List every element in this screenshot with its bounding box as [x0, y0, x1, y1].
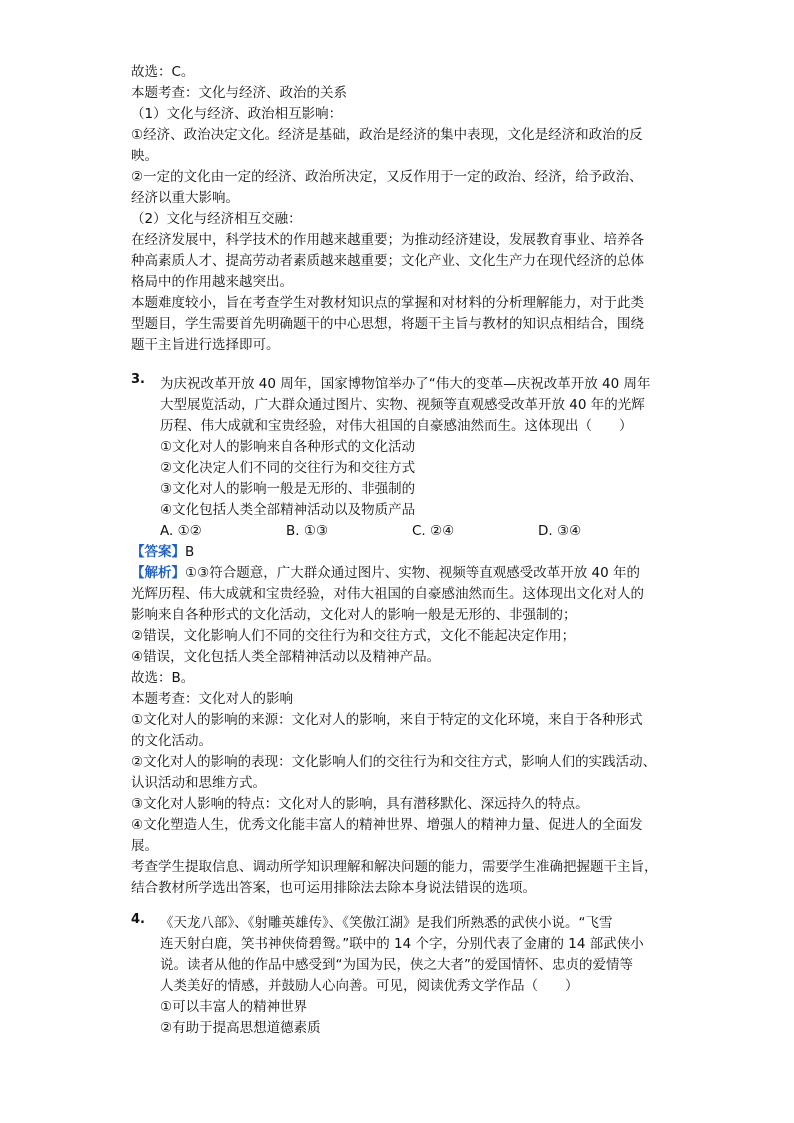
text-line: 在经济发展中，科学技术的作用越来越重要；为推动经济建设，发展教育事业、培养各 — [131, 232, 644, 248]
text-line: 结合教材所学选出答案，也可运用排除法去除本身说法错误的选项。 — [131, 880, 536, 896]
question-number: 3. — [131, 372, 145, 387]
text-line: （1）文化与经济、政治相互影响： — [131, 106, 343, 122]
statement: ④文化包括人类全部精神活动以及物质产品 — [160, 502, 416, 518]
text-line: ④错误，文化包括人类全部精神活动以及精神产品。 — [131, 649, 441, 665]
statement: ①文化对人的影响来自各种形式的文化活动 — [160, 439, 416, 455]
text-line: 故选：B。 — [131, 670, 195, 686]
question-stem-line: 历程、伟大成就和宝贵经验，对伟大祖国的自豪感油然而生。这体现出（ ） — [160, 418, 633, 434]
question-stem-line: 连天射白鹿，笑书神侠倚碧鸳。”联中的 14 个字，分别代表了金庸的 14 部武侠小 — [160, 936, 644, 952]
text-line: 种高素质人才、提高劳动者素质越来越重要；文化产业、文化生产力在现代经济的总体 — [131, 253, 644, 269]
analysis-text: ①③符合题意，广大群众通过图片、实物、视频等直观感受改革开放 40 年的 — [185, 565, 640, 581]
statement: ②文化决定人们不同的交往行为和交往方式 — [160, 460, 416, 476]
statement: ③文化对人的影响一般是无形的、非强制的 — [160, 481, 416, 497]
question-stem-line: 说。读者从他的作品中感受到“为国为民，侠之大者”的爱国情怀、忠贞的爱情等 — [160, 957, 633, 973]
text-line: ①文化对人的影响的来源：文化对人的影响，来自于特定的文化环境，来自于各种形式 — [131, 712, 643, 728]
answer-value: B — [185, 544, 195, 560]
text-line: 本题考查：文化与经济、政治的关系 — [131, 85, 347, 101]
statement: ②有助于提高思想道德素质 — [160, 1020, 321, 1036]
text-line: （2）文化与经济相互交融： — [131, 211, 302, 227]
text-line: ①经济、政治决定文化。经济是基础，政治是经济的集中表现，文化是经济和政治的反 — [131, 127, 643, 143]
analysis-line — [131, 563, 640, 583]
text-line: ④文化塑造人生，优秀文化能丰富人的精神世界、增强人的精神力量、促进人的全面发 — [131, 817, 643, 833]
option-b: B. ①③ — [286, 523, 329, 539]
question-stem-line: 为庆祝改革开放 40 周年，国家博物馆举办了“伟大的变革—庆祝改革开放 40 周年 — [160, 376, 651, 392]
answer-label: 【答案】 — [131, 544, 185, 560]
text-line: 经济以重大影响。 — [131, 190, 239, 206]
text-line: ②错误，文化影响人们不同的交往行为和交往方式，文化不能起决定作用； — [131, 628, 576, 644]
text-line: 的文化活动。 — [131, 733, 212, 749]
text-line: ③文化对人影响的特点：文化对人的影响，具有潜移默化、深远持久的特点。 — [131, 796, 589, 812]
statement: ①可以丰富人的精神世界 — [160, 999, 308, 1015]
option-d: D. ③④ — [538, 523, 582, 539]
analysis-label: 【解析】 — [131, 565, 185, 581]
text-line: ②文化对人的影响的表现：文化影响人们的交往行为和交往方式，影响人们的实践活动、 — [131, 754, 657, 770]
text-line: 本题考查：文化对人的影响 — [131, 691, 293, 707]
question-number: 4. — [131, 912, 145, 927]
question-stem-line: 大型展览活动，广大群众通过图片、实物、视频等直观感受改革开放 40 年的光辉 — [160, 397, 645, 413]
text-line: 题干主旨进行选择即可。 — [131, 337, 280, 353]
text-line: 型题目，学生需要首先明确题干的中心思想，将题干主旨与教材的知识点相结合，围绕 — [131, 316, 644, 332]
text-line: 认识活动和思维方式。 — [131, 775, 266, 791]
text-line: 格局中的作用越来越突出。 — [131, 274, 293, 290]
option-a: A. ①② — [160, 523, 202, 539]
text-line: 展。 — [131, 838, 158, 854]
question-stem-line: 人类美好的情感，并鼓励人心向善。可见，阅读优秀文学作品（ ） — [160, 978, 579, 994]
text-line: 故选：C。 — [131, 64, 195, 80]
text-line: 考查学生提取信息、调动所学知识理解和解决问题的能力，需要学生准确把握题干主旨， — [131, 859, 658, 875]
option-c: C. ②④ — [412, 523, 455, 539]
answer-line — [131, 542, 194, 562]
text-line: 影响来自各种形式的文化活动，文化对人的影响一般是无形的、非强制的； — [131, 607, 577, 623]
text-line: 本题难度较小，旨在考查学生对教材知识点的掌握和对材料的分析理解能力，对于此类 — [131, 295, 644, 311]
text-line: 映。 — [131, 148, 158, 164]
text-line: 光辉历程、伟大成就和宝贵经验，对伟大祖国的自豪感油然而生。这体现出文化对人的 — [131, 586, 644, 602]
text-line: ②一定的文化由一定的经济、政治所决定，又反作用于一定的政治、经济，给予政治、 — [131, 169, 643, 185]
question-stem-line: 《天龙八部》、《射雕英雄传》、《笑傲江湖》是我们所熟悉的武侠小说。“飞雪 — [160, 915, 613, 931]
